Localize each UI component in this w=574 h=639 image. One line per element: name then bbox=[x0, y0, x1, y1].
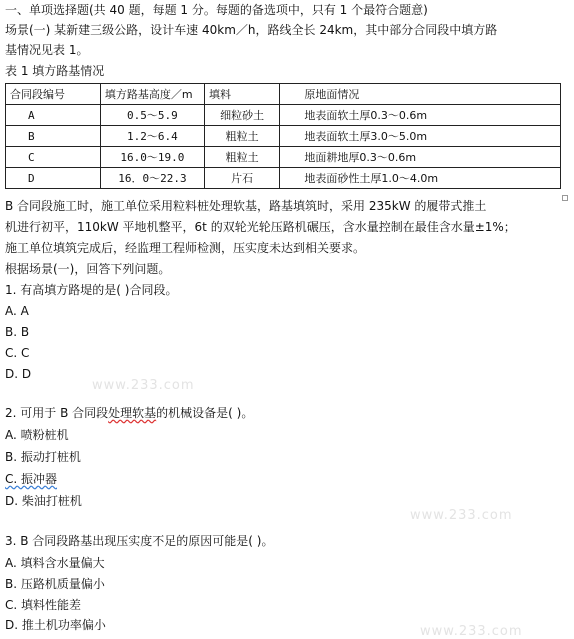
question-2-stem-suffix: 的机械设备是( )。 bbox=[156, 406, 254, 420]
table-cell: 地面耕地厚0.3～0.6m bbox=[280, 147, 561, 168]
table-header-cell: 填料 bbox=[204, 84, 279, 105]
watermark: www.233.com bbox=[420, 624, 523, 639]
question-2-stem-prefix: 2. 可用于 B 合同段 bbox=[5, 406, 109, 420]
table-cell: 16.0～19.0 bbox=[100, 147, 204, 168]
section-heading: 一、单项选择题(共 40 题，每题 1 分。每题的备选项中，只有 1 个最符合题意) bbox=[5, 3, 428, 17]
scenario-text-line-2: 基情况见表 1。 bbox=[5, 43, 89, 57]
table-cell: 0.5～5.9 bbox=[100, 105, 204, 126]
question-1-option-a: A. A bbox=[5, 304, 29, 318]
table-caption: 表 1 填方路基情况 bbox=[5, 64, 105, 78]
table-row bbox=[6, 105, 561, 126]
table-cell: 地表面砂性土厚1.0～4.0m bbox=[280, 168, 561, 189]
body-paragraph-line-1: B 合同段施工时，施工单位采用粒料桩处理软基，路基填筑时，采用 235kW 的履带式推土 bbox=[5, 199, 487, 213]
body-paragraph-line-2: 机进行初平，110kW 平地机整平，6t 的双轮光轮压路机碾压，含水量控制在最佳含水量±1%； bbox=[5, 220, 516, 234]
fill-subgrade-table bbox=[5, 83, 561, 189]
table-row bbox=[6, 147, 561, 168]
question-1-stem: 1. 有高填方路堤的是( )合同段。 bbox=[5, 283, 178, 297]
question-2-option-c-text: C. 振冲器 bbox=[5, 472, 58, 486]
question-2-stem bbox=[5, 405, 253, 421]
table-header-cell: 原地面情况 bbox=[280, 84, 561, 105]
question-2-option-c bbox=[5, 471, 57, 487]
table-row bbox=[6, 168, 561, 189]
table-header-cell: 填方路基高度／m bbox=[100, 84, 204, 105]
question-2-option-a: A. 喷粉桩机 bbox=[5, 428, 69, 442]
table-cell: D bbox=[6, 168, 101, 189]
scenario-text-line-1: 场景(一) 某新建三级公路，设计车速 40km／h，路线全长 24km，其中部分合同段中填方路 bbox=[5, 23, 498, 37]
table-cell: 1.2～6.4 bbox=[100, 126, 204, 147]
question-3-option-b: B. 压路机质量偏小 bbox=[5, 577, 105, 591]
question-3-stem: 3. B 合同段路基出现压实度不足的原因可能是( )。 bbox=[5, 534, 274, 548]
table-cell: 粗粒土 bbox=[204, 147, 279, 168]
table-row bbox=[6, 126, 561, 147]
table-cell: 16．0～22.3 bbox=[100, 168, 204, 189]
question-2-stem-highlight: 处理软基 bbox=[108, 406, 157, 420]
table-cell: A bbox=[6, 105, 101, 126]
body-paragraph-line-3: 施工单位填筑完成后，经监理工程师检测，压实度未达到相关要求。 bbox=[5, 241, 366, 255]
table-resize-handle[interactable] bbox=[562, 195, 568, 201]
answer-prompt: 根据场景(一)，回答下列问题。 bbox=[5, 262, 171, 276]
table-cell: 地表面软土厚3.0～5.0m bbox=[280, 126, 561, 147]
table-cell: 片石 bbox=[204, 168, 279, 189]
watermark: www.233.com bbox=[410, 508, 513, 523]
question-1-option-d: D. D bbox=[5, 367, 32, 381]
table-cell: C bbox=[6, 147, 101, 168]
question-3-option-c: C. 填料性能差 bbox=[5, 598, 82, 612]
table-header-row bbox=[6, 84, 561, 105]
question-2-option-b: B. 振动打桩机 bbox=[5, 450, 81, 464]
table-cell: 细粒砂土 bbox=[204, 105, 279, 126]
question-1-option-c: C. C bbox=[5, 346, 30, 360]
table-cell: B bbox=[6, 126, 101, 147]
table-header-cell: 合同段编号 bbox=[6, 84, 101, 105]
table-cell: 粗粒土 bbox=[204, 126, 279, 147]
question-2-option-d: D. 柴油打桩机 bbox=[5, 494, 82, 508]
question-3-option-d: D. 推土机功率偏小 bbox=[5, 618, 106, 632]
watermark: www.233.com bbox=[92, 378, 195, 393]
table-cell: 地表面软土厚0.3～0.6m bbox=[280, 105, 561, 126]
question-1-option-b: B. B bbox=[5, 325, 30, 339]
question-3-option-a: A. 填料含水量偏大 bbox=[5, 556, 105, 570]
